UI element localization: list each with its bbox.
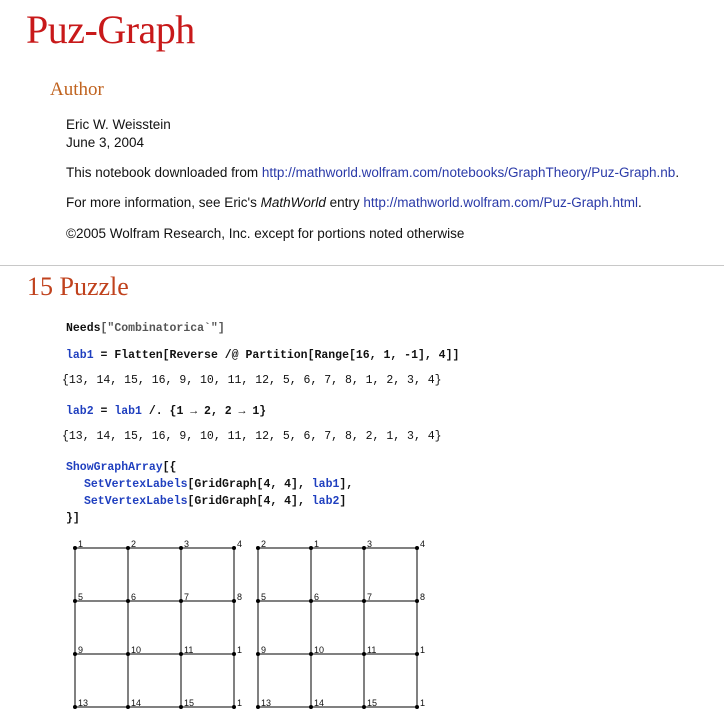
download-suffix: .	[675, 165, 680, 180]
needs-fn: Needs	[66, 322, 101, 335]
vertex-label: 13	[78, 698, 89, 708]
graph-vertex	[73, 546, 77, 550]
graph-vertex	[256, 652, 260, 656]
vertex-label: 8	[237, 592, 243, 602]
show-fn: ShowGraphArray	[66, 461, 163, 474]
author-heading: Author	[50, 79, 104, 100]
graph-vertex	[73, 705, 77, 709]
setvertex-var-2: lab2	[311, 495, 340, 508]
graph-vertex	[362, 546, 366, 550]
graph-vertex	[362, 599, 366, 603]
section-divider	[0, 265, 724, 266]
vertex-label: 1	[237, 698, 243, 708]
vertex-label: 14	[314, 698, 325, 708]
graph-vertex	[126, 652, 130, 656]
graph-vertex	[256, 705, 260, 709]
vertex-label: 15	[184, 698, 195, 708]
graph-vertex	[309, 599, 313, 603]
lab2-input[interactable]	[66, 405, 266, 418]
graph-vertex	[309, 652, 313, 656]
vertex-label: 3	[184, 539, 190, 549]
needs-input[interactable]	[66, 322, 225, 335]
lab2-var2: lab1	[114, 405, 142, 418]
vertex-label: 4	[420, 539, 426, 549]
graph-vertex	[415, 599, 419, 603]
graph-lab2	[256, 539, 425, 709]
graph-vertex	[415, 652, 419, 656]
setvertex-fn-2: SetVertexLabels	[84, 495, 188, 508]
show-line-1[interactable]	[66, 461, 176, 474]
vertex-label: 6	[131, 592, 137, 602]
graph-vertex	[232, 599, 236, 603]
graph-vertex	[232, 652, 236, 656]
graph-vertex	[415, 705, 419, 709]
graph-vertex	[256, 546, 260, 550]
setvertex-mid-2: [GridGraph[4, 4],	[187, 495, 312, 508]
vertex-label: 10	[314, 645, 325, 655]
setvertex-var-1: lab1	[311, 478, 340, 491]
info-suffix: .	[638, 195, 642, 210]
graph-vertex	[415, 546, 419, 550]
vertex-label: 2	[261, 539, 267, 549]
vertex-label: 13	[261, 698, 272, 708]
needs-arg: ["Combinatorica`"]	[100, 322, 225, 335]
lab2-output: {13, 14, 15, 16, 9, 10, 11, 12, 5, 6, 7, 8, 2, 1, 3, 4}	[62, 430, 442, 443]
lab1-fn: Flatten	[114, 349, 163, 362]
mathworld-text: MathWorld	[260, 195, 326, 210]
graph-vertex	[126, 705, 130, 709]
vertex-label: 1	[237, 645, 243, 655]
graph-vertex	[73, 599, 77, 603]
info-prefix: For more information, see Eric's	[66, 195, 261, 210]
graph-array	[0, 535, 724, 727]
vertex-label: 10	[131, 645, 142, 655]
download-link[interactable]: http://mathworld.wolfram.com/notebooks/GraphTheory/Puz-Graph.nb	[261, 165, 676, 180]
graph-vertex	[362, 705, 366, 709]
setvertex-end-2: ]	[339, 495, 347, 508]
vertex-label: 5	[261, 592, 267, 602]
graph-vertex	[256, 599, 260, 603]
lab2-rest: /. {1 → 2, 2 → 1}	[141, 405, 267, 418]
graph-vertex	[309, 705, 313, 709]
download-line	[66, 165, 679, 180]
vertex-label: 4	[237, 539, 243, 549]
vertex-label: 9	[78, 645, 84, 655]
page-title: Puz-Graph	[26, 7, 195, 52]
lab1-output: {13, 14, 15, 16, 9, 10, 11, 12, 5, 6, 7, 8, 1, 2, 3, 4}	[62, 374, 442, 387]
lab1-rest: [Reverse /@ Partition[Range[16, 1, -1], 4]]	[162, 349, 460, 362]
graph-vertex	[179, 599, 183, 603]
lab2-eq: =	[93, 405, 115, 418]
graph-vertex	[179, 705, 183, 709]
vertex-label: 1	[314, 539, 320, 549]
lab1-input[interactable]	[66, 349, 459, 362]
setvertex-fn-1: SetVertexLabels	[84, 478, 188, 491]
setvertex-end-1: ],	[339, 478, 354, 491]
lab2-var: lab2	[66, 405, 94, 418]
vertex-label: 1	[78, 539, 84, 549]
vertex-label: 8	[420, 592, 426, 602]
graph-vertex	[73, 652, 77, 656]
setvertex-mid-1: [GridGraph[4, 4],	[187, 478, 312, 491]
graph-vertex	[232, 705, 236, 709]
vertex-label: 1	[420, 698, 426, 708]
vertex-label: 14	[131, 698, 142, 708]
graph-vertex	[126, 546, 130, 550]
graph-vertex	[179, 546, 183, 550]
vertex-label: 11	[184, 645, 194, 655]
lab1-eq: =	[93, 349, 115, 362]
graph-vertex	[309, 546, 313, 550]
vertex-label: 1	[420, 645, 426, 655]
lab1-var: lab1	[66, 349, 94, 362]
vertex-label: 9	[261, 645, 267, 655]
show-line-2[interactable]	[84, 478, 353, 491]
copyright: ©2005 Wolfram Research, Inc. except for portions noted otherwise	[66, 226, 465, 241]
vertex-label: 3	[367, 539, 373, 549]
vertex-label: 2	[131, 539, 137, 549]
graph-vertex	[362, 652, 366, 656]
download-prefix: This notebook downloaded from	[66, 165, 262, 180]
vertex-label: 7	[367, 592, 373, 602]
info-line	[66, 195, 642, 210]
graph-vertex	[232, 546, 236, 550]
graph-vertex	[179, 652, 183, 656]
vertex-label: 11	[367, 645, 377, 655]
vertex-label: 7	[184, 592, 190, 602]
graph-lab1	[73, 539, 242, 709]
author-name: Eric W. Weisstein	[66, 117, 171, 132]
graph-vertex	[126, 599, 130, 603]
show-line-4: }]	[66, 512, 80, 525]
author-date: June 3, 2004	[66, 135, 145, 150]
vertex-label: 15	[367, 698, 378, 708]
vertex-label: 5	[78, 592, 84, 602]
vertex-label: 6	[314, 592, 320, 602]
info-link[interactable]: http://mathworld.wolfram.com/Puz-Graph.html	[363, 195, 639, 210]
show-rest: [{	[162, 461, 177, 474]
info-middle: entry	[325, 195, 364, 210]
show-line-3[interactable]	[84, 495, 346, 508]
section-heading: 15 Puzzle	[27, 272, 129, 301]
